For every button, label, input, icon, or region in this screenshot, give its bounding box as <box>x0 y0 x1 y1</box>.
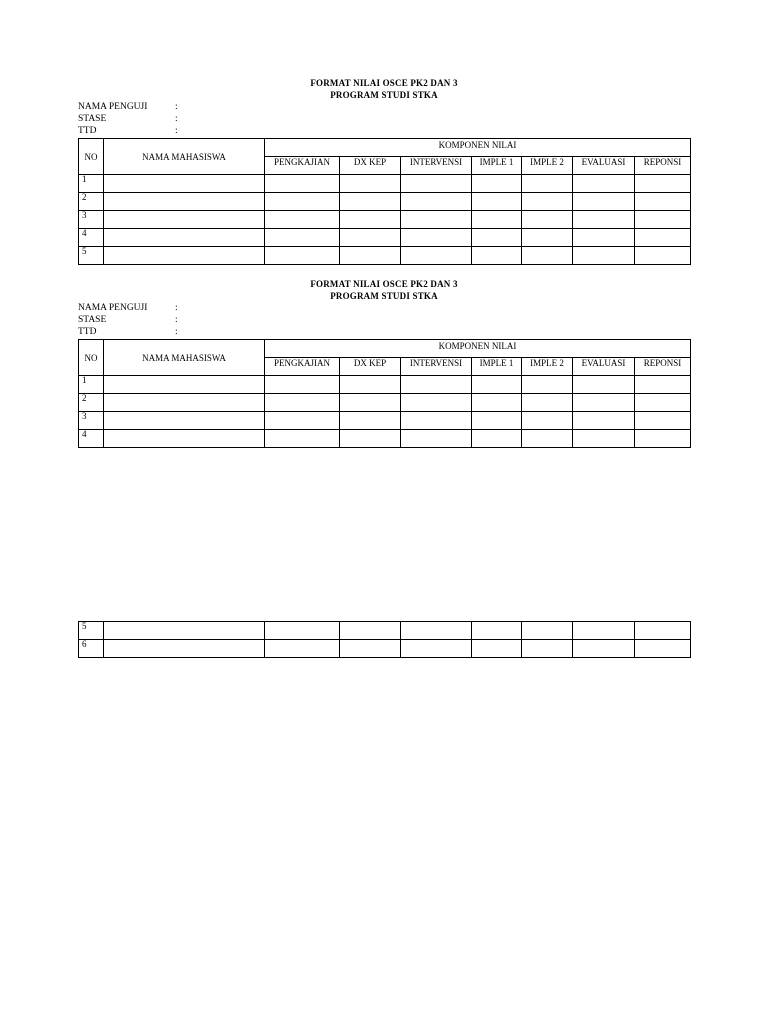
cell-score[interactable] <box>340 430 401 448</box>
cell-score[interactable] <box>472 193 522 211</box>
cell-score[interactable] <box>401 175 472 193</box>
score-table-continuation <box>78 621 691 658</box>
cell-score[interactable] <box>635 211 691 229</box>
cell-nama[interactable] <box>104 640 265 658</box>
table-row <box>79 229 691 247</box>
cell-score[interactable] <box>265 229 340 247</box>
cell-score[interactable] <box>522 193 573 211</box>
cell-nama[interactable] <box>104 175 265 193</box>
row-number: 4 <box>79 229 104 247</box>
meta-penguji: NAMA PENGUJI : <box>78 303 178 313</box>
cell-score[interactable] <box>522 412 573 430</box>
cell-nama[interactable] <box>104 193 265 211</box>
meta-block-2 <box>78 302 278 338</box>
header-imple-1: IMPLE 1 <box>472 157 522 175</box>
cell-score[interactable] <box>472 430 522 448</box>
cell-score[interactable] <box>635 193 691 211</box>
score-table-2 <box>78 339 691 448</box>
row-number: 4 <box>79 430 104 448</box>
meta-stase: STASE : <box>78 315 178 325</box>
row-number: 6 <box>79 640 104 658</box>
cell-score[interactable] <box>472 412 522 430</box>
cell-score[interactable] <box>340 193 401 211</box>
cell-score[interactable] <box>635 394 691 412</box>
cell-score[interactable] <box>573 229 635 247</box>
cell-nama[interactable] <box>104 430 265 448</box>
cell-score[interactable] <box>401 211 472 229</box>
cell-score[interactable] <box>635 640 691 658</box>
cell-score[interactable] <box>265 376 340 394</box>
cell-score[interactable] <box>522 376 573 394</box>
score-table-1 <box>78 138 691 265</box>
cell-score[interactable] <box>522 394 573 412</box>
cell-score[interactable] <box>265 430 340 448</box>
meta-ttd: TTD : <box>78 126 178 136</box>
header-dx-kep: DX KEP <box>340 157 401 175</box>
cell-nama[interactable] <box>104 247 265 265</box>
cell-score[interactable] <box>573 211 635 229</box>
title-line-2: PROGRAM STUDI STKA <box>330 90 438 100</box>
title-line-2: PROGRAM STUDI STKA <box>330 291 438 301</box>
cell-score[interactable] <box>265 247 340 265</box>
row-number: 3 <box>79 412 104 430</box>
cell-score[interactable] <box>401 412 472 430</box>
form-title-2 <box>78 278 690 302</box>
cell-score[interactable] <box>573 247 635 265</box>
cell-score[interactable] <box>573 640 635 658</box>
title-line-1: FORMAT NILAI OSCE PK2 DAN 3 <box>310 279 458 289</box>
header-nama-mahasiswa: NAMA MAHASISWA <box>104 139 265 175</box>
header-imple-2: IMPLE 2 <box>522 358 573 376</box>
cell-nama[interactable] <box>104 229 265 247</box>
cell-score[interactable] <box>265 394 340 412</box>
table-row <box>79 376 691 394</box>
header-no: NO <box>79 139 104 175</box>
row-number: 5 <box>79 622 104 640</box>
cell-score[interactable] <box>401 247 472 265</box>
cell-score[interactable] <box>401 229 472 247</box>
table-row <box>79 394 691 412</box>
cell-score[interactable] <box>401 376 472 394</box>
cell-score[interactable] <box>472 376 522 394</box>
cell-score[interactable] <box>401 430 472 448</box>
cell-score[interactable] <box>401 394 472 412</box>
cell-score[interactable] <box>340 394 401 412</box>
cell-score[interactable] <box>573 394 635 412</box>
title-line-1: FORMAT NILAI OSCE PK2 DAN 3 <box>310 78 458 88</box>
cell-score[interactable] <box>472 640 522 658</box>
cell-score[interactable] <box>522 622 573 640</box>
header-pengkajian: PENGKAJIAN <box>265 157 340 175</box>
cell-score[interactable] <box>573 430 635 448</box>
cell-score[interactable] <box>635 412 691 430</box>
header-imple-1: IMPLE 1 <box>472 358 522 376</box>
cell-score[interactable] <box>472 394 522 412</box>
cell-score[interactable] <box>522 175 573 193</box>
cell-score[interactable] <box>635 376 691 394</box>
cell-score[interactable] <box>472 175 522 193</box>
header-imple-2: IMPLE 2 <box>522 157 573 175</box>
cell-score[interactable] <box>573 412 635 430</box>
cell-score[interactable] <box>340 211 401 229</box>
cell-score[interactable] <box>635 430 691 448</box>
header-komponen-nilai: KOMPONEN NILAI <box>265 139 691 157</box>
cell-score[interactable] <box>573 175 635 193</box>
cell-score[interactable] <box>265 193 340 211</box>
cell-score[interactable] <box>573 376 635 394</box>
table-row <box>79 175 691 193</box>
table-row <box>79 193 691 211</box>
cell-score[interactable] <box>522 247 573 265</box>
cell-nama[interactable] <box>104 376 265 394</box>
cell-score[interactable] <box>573 193 635 211</box>
row-number: 1 <box>79 175 104 193</box>
cell-nama[interactable] <box>104 412 265 430</box>
cell-score[interactable] <box>401 640 472 658</box>
cell-score[interactable] <box>340 229 401 247</box>
cell-score[interactable] <box>340 640 401 658</box>
cell-score[interactable] <box>635 247 691 265</box>
header-intervensi: INTERVENSI <box>401 157 472 175</box>
cell-score[interactable] <box>401 193 472 211</box>
cell-score[interactable] <box>401 622 472 640</box>
cell-score[interactable] <box>340 622 401 640</box>
table-row <box>79 640 691 658</box>
cell-score[interactable] <box>472 229 522 247</box>
table-row <box>79 412 691 430</box>
cell-score[interactable] <box>472 622 522 640</box>
header-komponen-nilai: KOMPONEN NILAI <box>265 340 691 358</box>
table-row <box>79 622 691 640</box>
form-title-1 <box>78 77 690 101</box>
cell-score[interactable] <box>573 622 635 640</box>
table-row <box>79 430 691 448</box>
header-no: NO <box>79 340 104 376</box>
meta-stase: STASE : <box>78 114 178 124</box>
cell-score[interactable] <box>522 640 573 658</box>
row-number: 5 <box>79 247 104 265</box>
cell-score[interactable] <box>522 430 573 448</box>
header-intervensi: INTERVENSI <box>401 358 472 376</box>
cell-score[interactable] <box>265 412 340 430</box>
cell-score[interactable] <box>265 211 340 229</box>
cell-nama[interactable] <box>104 211 265 229</box>
cell-score[interactable] <box>635 175 691 193</box>
header-pengkajian: PENGKAJIAN <box>265 358 340 376</box>
row-number: 2 <box>79 193 104 211</box>
cell-nama[interactable] <box>104 622 265 640</box>
header-nama-mahasiswa: NAMA MAHASISWA <box>104 340 265 376</box>
meta-block-1 <box>78 101 278 137</box>
header-dx-kep: DX KEP <box>340 358 401 376</box>
cell-score[interactable] <box>265 175 340 193</box>
table-row <box>79 211 691 229</box>
header-evaluasi: EVALUASI <box>573 157 635 175</box>
cell-score[interactable] <box>265 640 340 658</box>
row-number: 1 <box>79 376 104 394</box>
row-number: 2 <box>79 394 104 412</box>
table-row <box>79 247 691 265</box>
cell-score[interactable] <box>340 376 401 394</box>
meta-ttd: TTD : <box>78 327 178 337</box>
cell-score[interactable] <box>340 247 401 265</box>
cell-score[interactable] <box>522 211 573 229</box>
meta-penguji: NAMA PENGUJI : <box>78 102 178 112</box>
cell-score[interactable] <box>522 229 573 247</box>
cell-score[interactable] <box>340 175 401 193</box>
cell-score[interactable] <box>635 622 691 640</box>
cell-score[interactable] <box>265 622 340 640</box>
cell-score[interactable] <box>635 229 691 247</box>
cell-nama[interactable] <box>104 394 265 412</box>
row-number: 3 <box>79 211 104 229</box>
header-evaluasi: EVALUASI <box>573 358 635 376</box>
cell-score[interactable] <box>472 247 522 265</box>
header-reponsi: REPONSI <box>635 358 691 376</box>
cell-score[interactable] <box>472 211 522 229</box>
header-reponsi: REPONSI <box>635 157 691 175</box>
cell-score[interactable] <box>340 412 401 430</box>
